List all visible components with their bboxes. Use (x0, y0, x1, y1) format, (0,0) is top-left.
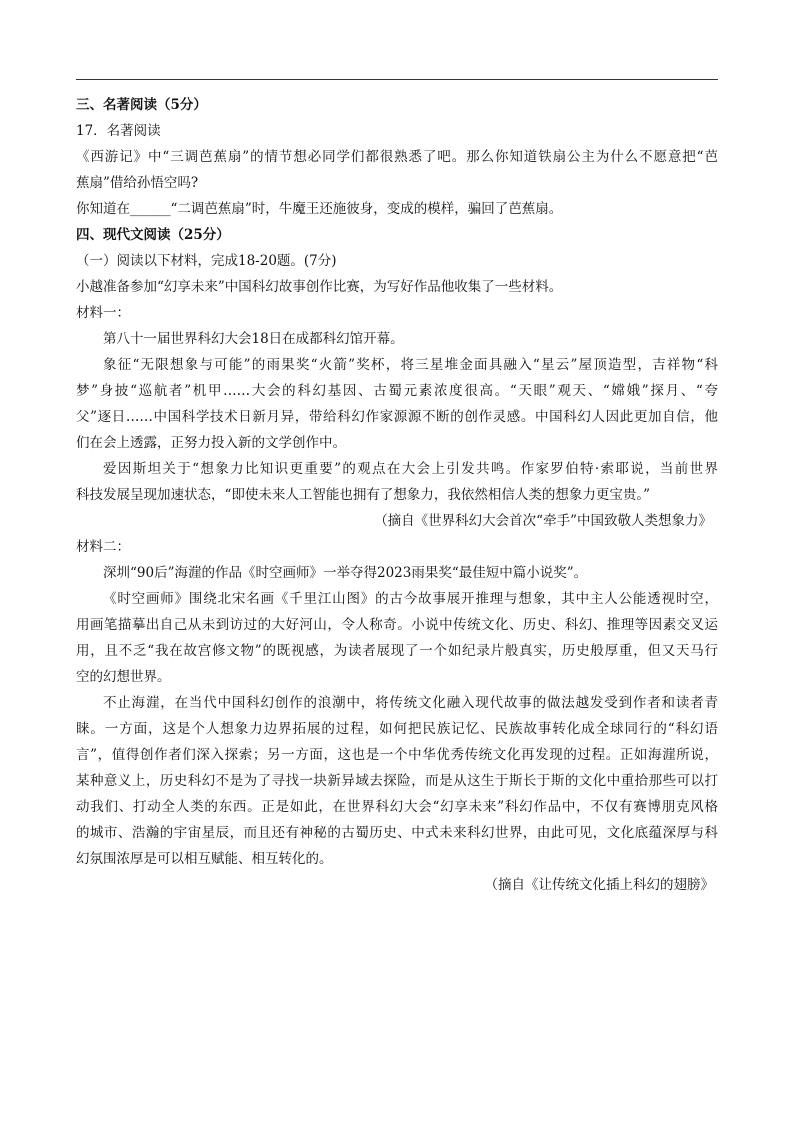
paragraph-line: 空的幻想世界。 (76, 669, 171, 685)
document-body (76, 92, 718, 898)
part-intro: （一）阅读以下材料，完成18-20题。(7分) (76, 253, 337, 269)
paragraph-line: 某种意义上，历史科幻不是为了寻找一块新异域去探险，而是从这生于斯长于斯的文化中重拾那些可以打 (76, 773, 718, 789)
header-rule (76, 79, 718, 80)
paragraph-line: 用画笔描摹出自己从未到访过的大好河山，令人称奇。小说中传统文化、历史、科幻、推理等因素交叉运 (76, 617, 718, 633)
section-heading: 三、名著阅读（5分） (76, 97, 207, 113)
question-title: 17．名著阅读 (76, 123, 161, 139)
section-heading: 四、现代文阅读（25分） (76, 227, 230, 243)
paragraph-line: 深圳“90后”海漄的作品《时空画师》一举夺得2023雨果奖“最佳短中篇小说奖”。 (103, 565, 588, 581)
paragraph-line: 科技发展呈现加速状态，“即使未来人工智能也拥有了想象力，我依然相信人类的想象力更宝贵。” (76, 487, 651, 503)
question-text: 蕉扇”借给孙悟空吗? (76, 175, 199, 191)
paragraph-line: 幻氛围浓厚是可以相互赋能、相互转化的。 (76, 851, 333, 867)
paragraph-line: 睐。一方面，这是个人想象力边界拓展的过程，如何把民族记忆、民族故事转化成全球同行的“科幻语 (76, 721, 718, 737)
paragraph-line: 《时空画师》围绕北宋名画《千里江山图》的古今故事展开推理与想象，其中主人公能透视时空， (103, 591, 718, 607)
paragraph-line: 不止海漄，在当代中国科幻创作的浪潮中，将传统文化融入现代故事的做法越发受到作者和读者青 (103, 695, 718, 711)
question-fill-blank: 你知道在______“二调芭蕉扇”时，牛魔王还施彼身，变成的模样，骗回了芭蕉扇。 (76, 201, 563, 217)
paragraph-line: 象征“无限想象与可能”的雨果奖“火箭”奖杯，将三星堆金面具融入“星云”屋顶造型，吉祥物“科 (103, 357, 718, 373)
paragraph-line: 梦”身披“巡航者”机甲……大会的科幻基因、古蜀元素浓度很高。“天眼”观天、“嫦娥”探月、“夸 (76, 383, 718, 399)
paragraph-line: 言”，值得创作者们深入探索；另一方面，这也是一个中华优秀传统文化再发现的过程。正如海漄所说， (76, 747, 718, 763)
paragraph-line: 第八十一届世界科幻大会18日在成都科幻馆开幕。 (103, 331, 404, 347)
question-text: 《西游记》中“三调芭蕉扇”的情节想必同学们都很熟悉了吧。那么你知道铁扇公主为什么不愿意把“芭 (76, 149, 718, 165)
paragraph-line: 爱因斯坦关于“想象力比知识更重要”的观点在大会上引发共鸣。作家罗伯特·索耶说，当前世界 (103, 461, 718, 477)
source-citation: （摘自《世界科幻大会首次“牵手”中国致敬人类想象力》 (374, 513, 712, 529)
paragraph-line: 们在会上透露，正努力投入新的文学创作中。 (76, 435, 346, 451)
paragraph-line: 的城市、浩瀚的宇宙星辰，而且还有神秘的古蜀历史、中式未来科幻世界，由此可见，文化底蕴深厚与科 (76, 825, 718, 841)
material-label: 材料二： (76, 539, 130, 555)
material-label: 材料一： (76, 305, 130, 321)
context-text: 小越准备参加“幻享未来”中国科幻故事创作比赛，为写好作品他收集了一些材料。 (76, 279, 563, 295)
paragraph-line: 父”逐日……中国科学技术日新月异，带给科幻作家源源不断的创作灵感。中国科幻人因此更加自信，他 (76, 409, 718, 425)
paragraph-line: 动我们、打动全人类的东西。正是如此，在世界科幻大会“幻享未来”科幻作品中，不仅有赛博朋克风格 (76, 799, 718, 815)
source-citation: （摘自《让传统文化插上科幻的翅膀》 (484, 877, 714, 893)
paragraph-line: 用，且不乏“我在故宫修文物”的既视感，为读者展现了一个如纪录片般真实，历史般厚重，但又天马行 (76, 643, 718, 659)
